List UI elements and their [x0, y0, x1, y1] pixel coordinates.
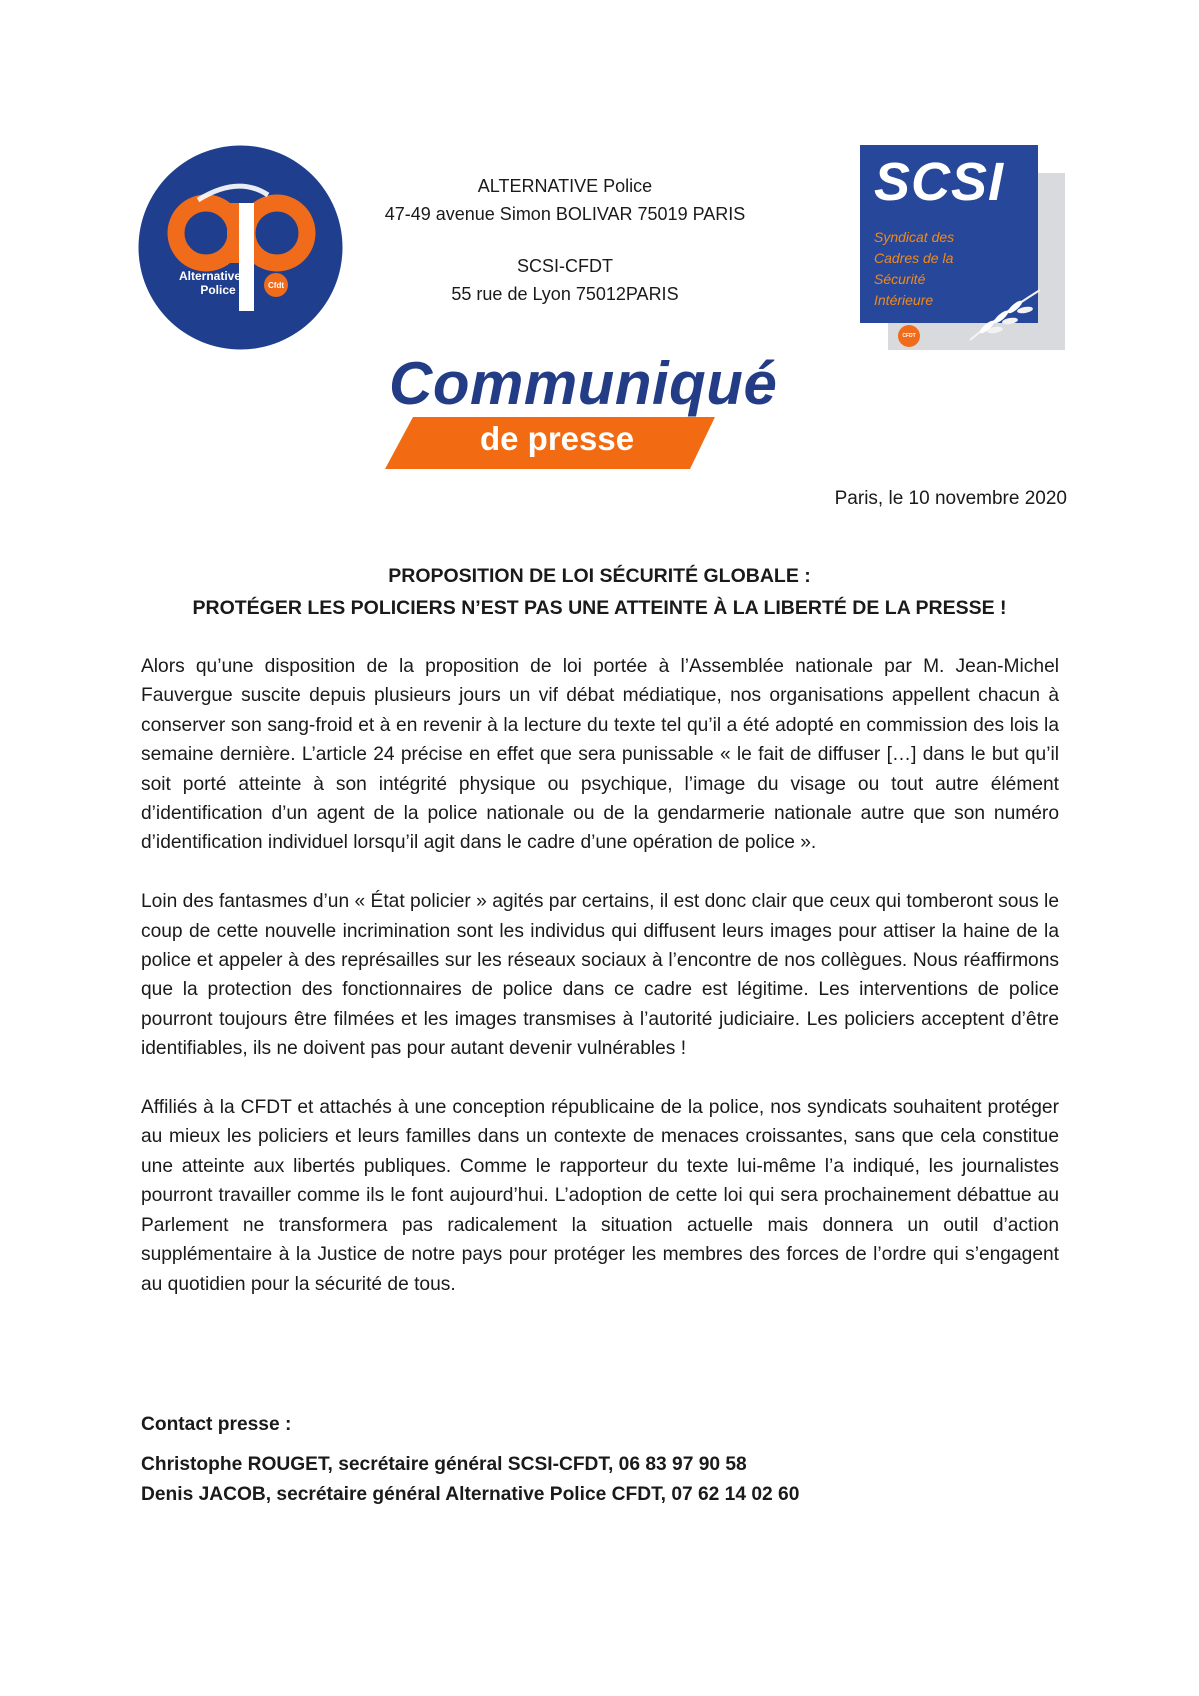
- org-street: 47-49 avenue Simon BOLIVAR 75019 PARIS: [384, 204, 746, 224]
- ap-logo-badge: Cfdt: [268, 281, 284, 290]
- address-alternative-police: [350, 172, 780, 228]
- paragraph: Alors qu’une disposition de la proposition de loi portée à l’Assemblée nationale par M. Jean-Michel Fauvergue suscite depuis plusieurs jours un vif débat médiatique, nos organisations appellent chacun à conserver son sang-froid et à en revenir à la lecture du texte tel qu’il a été adopté en commission des lois la semaine dernière. L’article 24 précise en effet que sera punissable « le fait de diffuser […] dans le but qu’il soit porté atteinte à son intégrité physique ou psychique, l’image du visage ou tout autre élément d’identification d’un agent de la police nationale ou de la gendarmerie nationale autre que son numéro d’identification individuel lorsqu’il agit dans le cadre d’une opération de police ».: [141, 656, 1059, 854]
- scsi-logo-subtitle: Syndicat des Cadres de la Sécurité Intérieure: [874, 229, 955, 308]
- address-block: [350, 172, 780, 308]
- contact-entry: Denis JACOB, secrétaire général Alternative Police CFDT, 07 62 14 02 60: [141, 1484, 800, 1505]
- presse-subtitle: de presse: [480, 420, 635, 457]
- org-name: SCSI-CFDT: [517, 256, 613, 276]
- press-contact: [141, 1414, 799, 1510]
- olive-branch-icon: [965, 285, 1045, 345]
- contact-entry: Christophe ROUGET, secrétaire général SCSI-CFDT, 06 83 97 90 58: [141, 1454, 747, 1475]
- scsi-logo: [860, 145, 1065, 350]
- document-title: [138, 560, 1061, 624]
- title-line-2: PROTÉGER LES POLICIERS N’EST PAS UNE ATTEINTE À LA LIBERTÉ DE LA PRESSE !: [192, 597, 1007, 619]
- org-street: 55 rue de Lyon 75012PARIS: [451, 284, 679, 304]
- paragraph: Loin des fantasmes d’un « État policier » agités par certains, il est donc clair que ceux qui tomberont sous le coup de cette nouvelle incrimination sont les individus qui diffusent leurs images pour attiser la haine de la police et appeler à des représailles sur les réseaux sociaux à l’encontre de nos collègues. Nous réaffirmons que la protection des fonctionnaires de police dans ce cadre est légitime. Les interventions de police pourront toujours être filmées et les images transmises à l’autorité judiciaire. Les policiers acceptent d’être identifiables, ils ne doivent pas pour autant devenir vulnérables !: [141, 891, 1059, 1060]
- document-date: Paris, le 10 novembre 2020: [834, 488, 1067, 509]
- cfdt-badge: CFDT: [898, 325, 920, 347]
- document-body: [141, 652, 1059, 1328]
- ap-logo-caption-1: Alternative: [178, 269, 242, 283]
- scsi-logo-title: SCSI: [874, 152, 1005, 212]
- contact-heading: Contact presse :: [141, 1414, 292, 1435]
- alternative-police-logo: [138, 145, 343, 350]
- ap-logo-caption-2: Police: [200, 283, 236, 297]
- title-line-1: PROPOSITION DE LOI SÉCURITÉ GLOBALE :: [388, 565, 811, 587]
- paragraph: Affiliés à la CFDT et attachés à une conception républicaine de la police, nos syndicats souhaitent protéger au mieux les policiers et leurs familles dans un contexte de menaces croissantes, sans que cela constitue une atteinte aux libertés publiques. Comme le rapporteur du texte lui-même l’a indiqué, les journalistes pourront travailler comme ils le font aujourd’hui. L’adoption de cette loi qui sera prochainement débattue au Parlement ne transformera pas radicalement la situation actuelle mais donnera un outil d’action supplémentaire à la Justice de notre pays pour protéger les membres des forces de l’ordre qui s’engagent au quotidien pour la sécurité de tous.: [141, 1097, 1059, 1295]
- address-scsi: [350, 252, 780, 308]
- communique-banner: [385, 350, 825, 465]
- communique-title: Communiqué: [389, 350, 778, 417]
- org-name: ALTERNATIVE Police: [477, 176, 653, 196]
